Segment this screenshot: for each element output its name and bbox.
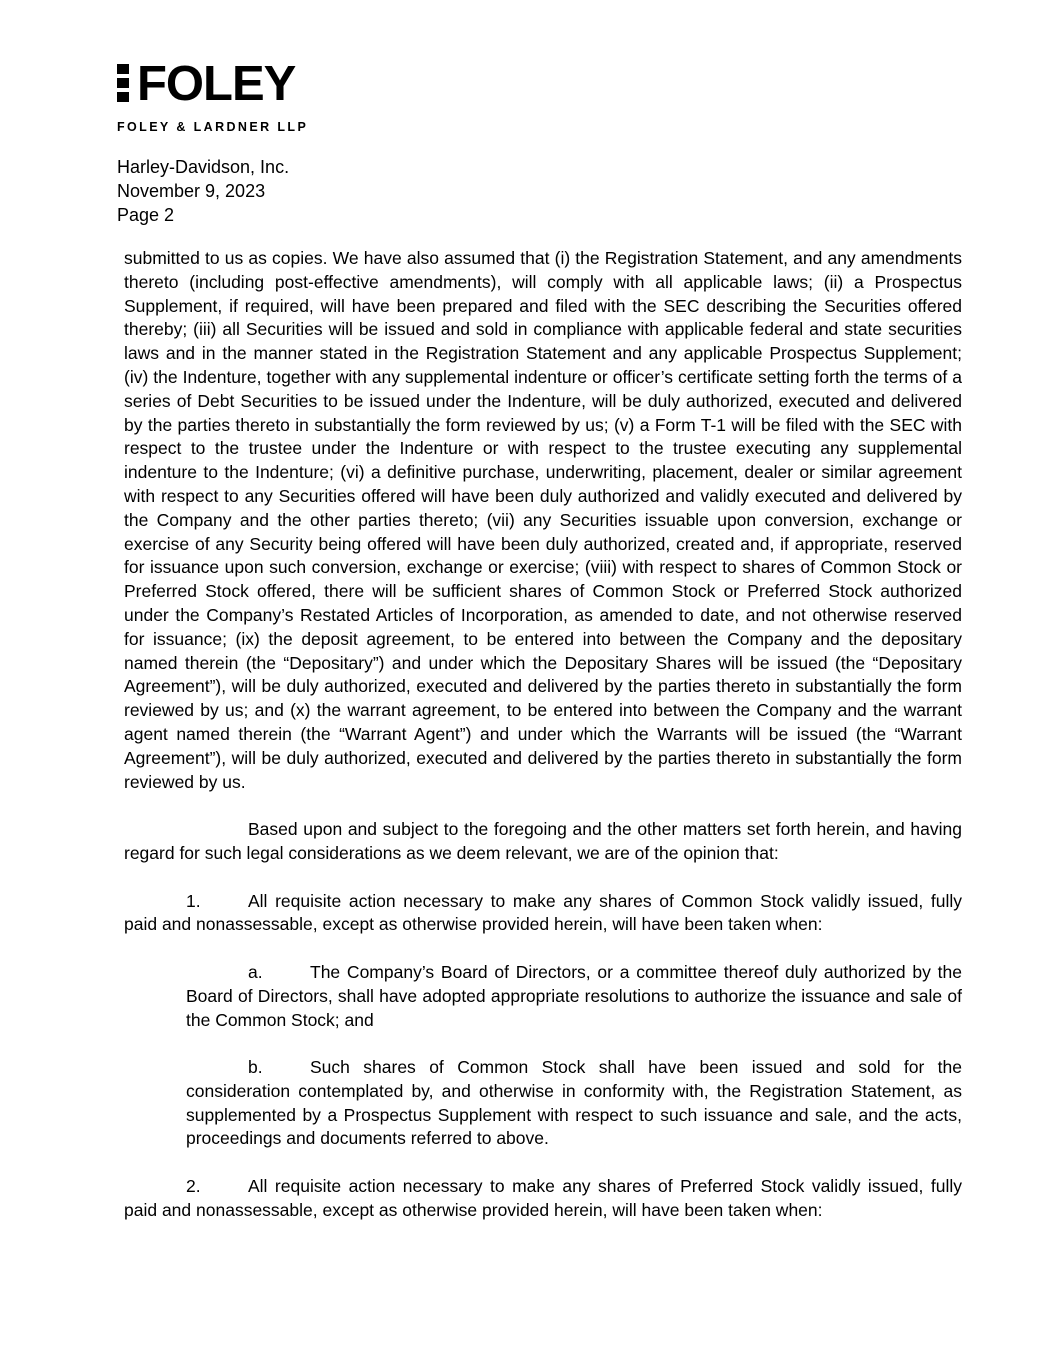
opinion-item-1a	[186, 961, 962, 1032]
letter-header	[117, 155, 289, 227]
opinion-item-1	[124, 890, 962, 938]
opinion-item-1b	[186, 1056, 962, 1151]
letter-date: November 9, 2023	[117, 181, 266, 201]
logo-wordmark: FOLEY	[137, 57, 296, 111]
item-label: 1.	[186, 890, 201, 911]
assumptions-paragraph: submitted to us as copies. We have also assumed that (i) the Registration Statement, and any amendments thereto (including post-effective amendments), will comply with all applicable laws; (ii) a Prospectus Supplement, if required, will have been prepared and filed with the SEC describing the Securities offered thereby; (iii) all Securities will be issued and sold in compliance with applicable federal and state securities laws and in the manner stated in the Registration Statement and any applicable Prospectus Supplement; (iv) the Indenture, together with any supplemental indenture or officer’s certificate setting forth the terms of a series of Debt Securities to be issued under the Indenture, will be duly authorized, executed and delivered by the parties thereto in substantially the form reviewed by us; (v) a Form T-1 will be filed with the SEC with respect to the trustee under the Indenture or with respect to the trustee executing any supplemental indenture to the Indenture; (vi) a definitive purchase, underwriting, placement, dealer or similar agreement with respect to any Securities offered will have been duly authorized and validly executed and delivered by the Company and the other parties thereto; (vii) any Securities issuable upon conversion, exchange or exercise of any Security being offered will have been duly authorized, created and, if appropriate, reserved for issuance upon such conversion, exchange or exercise; (viii) with respect to shares of Common Stock or Preferred Stock offered, there will be sufficient shares of Common Stock or Preferred Stock authorized under the Company’s Restated Articles of Incorporation, as amended to date, and not otherwise reserved for issuance; (ix) the deposit agreement, to be entered into between the Company and the depositary named therein (the “Depositary”) and under which the Depositary Shares will be issued (the “Depositary Agreement”), will be duly authorized, executed and delivered by the parties thereto in substantially the form reviewed by us; and (x) the warrant agreement, to be entered into between the Company and the warrant agent named therein (the “Warrant Agent”) and under which the Warrants will be issued (the “Warrant Agreement”), will be duly authorized, executed and delivered by the parties thereto in substantially the form reviewed by us.	[124, 248, 962, 792]
logo-mark-icon	[117, 64, 129, 102]
letter-body	[124, 247, 962, 1246]
page-number: Page 2	[117, 205, 175, 225]
item-label: b.	[248, 1057, 263, 1078]
item-text: All requisite action necessary to make any shares of Common Stock validly issued, fully paid and nonassessable, except as otherwise provided herein, will have been taken when:	[124, 890, 962, 935]
item-text: All requisite action necessary to make any shares of Preferred Stock validly issued, fully paid and nonassessable, except as otherwise provided herein, will have been taken when:	[124, 1176, 962, 1220]
opinion-intro-paragraph: Based upon and subject to the foregoing and the other matters set forth herein, and having regard for such legal considerations as we deem relevant, we are of the opinion that:	[124, 819, 962, 863]
opinion-item-2	[124, 1175, 962, 1223]
firm-name: FOLEY & LARDNER LLP	[117, 120, 309, 134]
item-label: 2.	[186, 1176, 201, 1197]
item-label: a.	[248, 961, 263, 982]
item-text: The Company’s Board of Directors, or a committee thereof duly authorized by the Board of Directors, shall have adopted appropriate resolutions to authorize the issuance and sale of the Common Stock; and	[186, 961, 962, 1030]
item-text: Such shares of Common Stock shall have been issued and sold for the consideration contemplated by, and otherwise in conformity with, the Registration Statement, as supplemented by a Prospectus Supplement with respect to such issuance and sale, and the acts, proceedings and documents referred to above.	[186, 1057, 962, 1149]
company-name: Harley-Davidson, Inc.	[117, 157, 290, 177]
